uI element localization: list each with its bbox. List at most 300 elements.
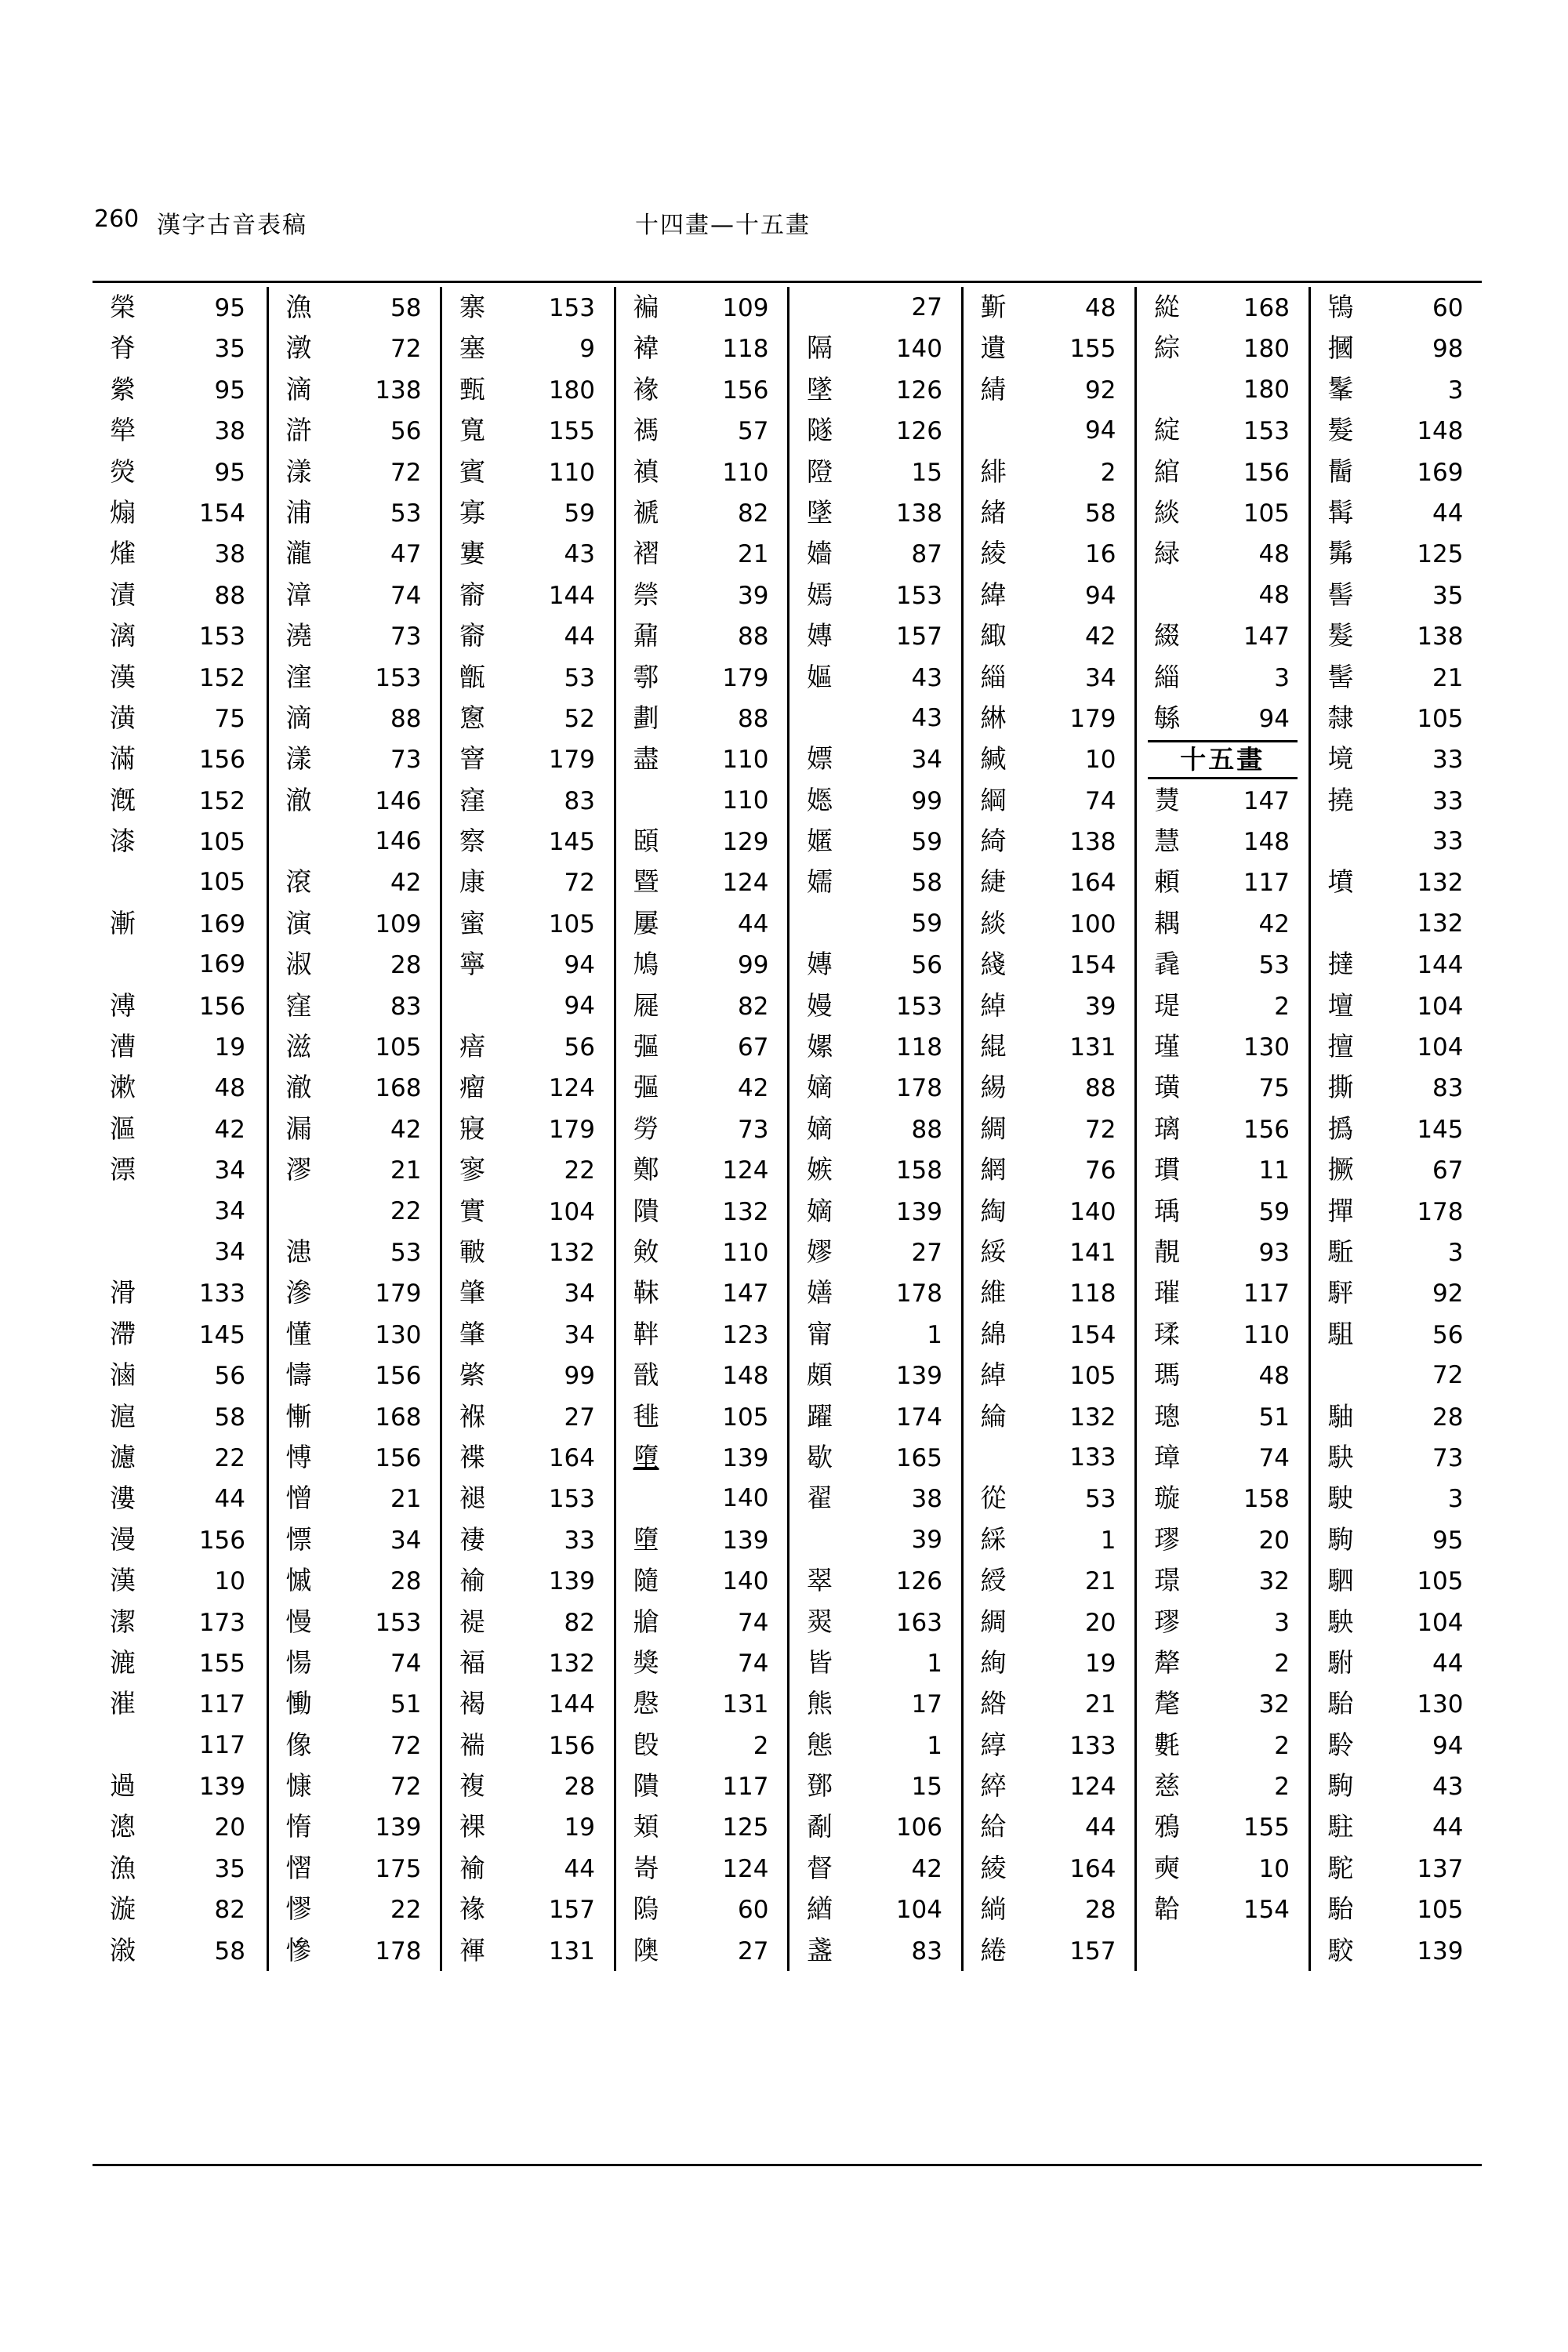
table-row [269, 287, 441, 328]
page-reference-cell: 47 [390, 540, 422, 569]
table-row [269, 1067, 441, 1108]
page-reference-cell: 48 [214, 1074, 245, 1103]
character-cell: 韐 [1154, 1893, 1180, 1925]
page-reference-cell: 72 [390, 458, 422, 487]
character-cell: 寢 [459, 1112, 485, 1144]
page-reference-cell: 44 [1432, 1813, 1464, 1842]
page-reference-cell: 67 [1432, 1156, 1464, 1185]
table-row [964, 903, 1135, 944]
table-row [789, 410, 961, 451]
table-row [442, 1806, 614, 1847]
table-row [442, 1067, 614, 1108]
table-row [1137, 1396, 1308, 1437]
table-row [1137, 533, 1308, 574]
table-row [1137, 615, 1308, 656]
page-reference-cell: 179 [722, 663, 769, 692]
table-row [616, 1642, 788, 1683]
table-row [442, 410, 614, 451]
table-row [616, 1560, 788, 1601]
character-cell: 懤 [285, 1359, 312, 1391]
character-cell: 璁 [1154, 1400, 1180, 1432]
character-cell: 綻 [1154, 415, 1180, 446]
table-row [269, 1766, 441, 1806]
index-table [93, 287, 1482, 1971]
table-row [442, 1683, 614, 1724]
table-row [93, 1355, 267, 1396]
character-cell: 潔 [110, 1606, 136, 1637]
table-row [1311, 492, 1483, 533]
character-cell: 綏 [980, 1236, 1007, 1267]
page-reference-cell: 105 [1243, 499, 1290, 528]
table-row [616, 944, 788, 985]
character-cell: 慟 [285, 1688, 312, 1719]
table-row [1137, 328, 1308, 368]
table-row [93, 328, 267, 368]
character-cell: 綜 [1154, 332, 1180, 364]
character-cell: 躍 [807, 1400, 833, 1432]
table-row [789, 657, 961, 698]
page-reference-cell: 153 [375, 663, 422, 692]
character-cell: 瑪 [1154, 1359, 1180, 1391]
page-reference-cell: 132 [1417, 909, 1464, 938]
table-row [93, 1272, 267, 1313]
character-cell: 滲 [285, 1277, 312, 1308]
character-cell: 撝 [1327, 1112, 1354, 1144]
table-row [93, 1109, 267, 1149]
table-row [442, 1642, 614, 1683]
page-reference-cell: 133 [198, 1279, 245, 1308]
table-row [789, 985, 961, 1026]
page-reference-cell: 67 [738, 1033, 769, 1062]
page-reference-cell: 140 [722, 1484, 769, 1513]
page-reference-cell: 147 [722, 1279, 769, 1308]
character-cell: 肇 [459, 1318, 485, 1349]
page-reference-cell: 72 [390, 335, 422, 364]
table-row [789, 1725, 961, 1766]
character-cell: 瑾 [1154, 1031, 1180, 1062]
table-row [1137, 1109, 1308, 1149]
table-row [1311, 1149, 1483, 1190]
page-reference-cell: 48 [1085, 294, 1116, 322]
table-row [616, 1848, 788, 1889]
character-cell: 緑 [1154, 538, 1180, 569]
character-cell: 頗 [807, 1359, 833, 1391]
character-cell: 墮 [633, 1523, 659, 1555]
table-row [93, 821, 267, 862]
page-reference-cell: 39 [1085, 992, 1116, 1021]
page-reference-cell: 38 [214, 540, 245, 569]
table-row [442, 1848, 614, 1889]
table-row [789, 575, 961, 615]
character-cell: 髴 [1327, 538, 1354, 569]
page-reference-cell: 173 [198, 1608, 245, 1637]
table-row [269, 1683, 441, 1724]
character-cell: 漫 [110, 1523, 136, 1555]
page-reference-cell: 129 [722, 828, 769, 857]
table-row [616, 1725, 788, 1766]
character-cell: 憀 [285, 1893, 312, 1925]
table-row [269, 1519, 441, 1560]
table-row [442, 1272, 614, 1313]
page-reference-cell: 100 [1069, 909, 1116, 938]
character-cell: 璟 [1154, 1565, 1180, 1596]
table-row [93, 1642, 267, 1683]
table-row [1137, 1067, 1308, 1108]
character-cell: 漥 [285, 661, 312, 692]
character-cell: 漕 [110, 1031, 136, 1062]
page-reference-cell: 133 [1069, 1443, 1116, 1472]
table-row [1137, 1602, 1308, 1642]
character-cell: 實 [459, 1195, 485, 1226]
table-row [1311, 1272, 1483, 1313]
table-row [93, 1067, 267, 1108]
character-cell: 漓 [110, 620, 136, 652]
table-row [442, 1725, 614, 1766]
page-reference-cell: 157 [1069, 1936, 1116, 1965]
character-cell: 潡 [285, 332, 312, 364]
table-row [789, 1026, 961, 1067]
page-reference-cell: 110 [548, 458, 595, 487]
character-cell: 褐 [459, 1688, 485, 1719]
page-reference-cell: 57 [738, 417, 769, 446]
page-reference-cell: 124 [722, 869, 769, 898]
table-row [964, 1149, 1135, 1190]
table-row [964, 1396, 1135, 1437]
table-row [93, 1519, 267, 1560]
page-reference-cell: 110 [722, 458, 769, 487]
page-reference-cell: 123 [722, 1320, 769, 1349]
character-cell: 盞 [807, 1934, 833, 1965]
page-reference-cell: 105 [722, 1403, 769, 1432]
character-cell: 漸 [110, 907, 136, 938]
page-reference-cell: 73 [390, 746, 422, 775]
character-cell: 劃 [633, 702, 659, 733]
character-cell: 撓 [1327, 784, 1354, 815]
page-reference-cell: 72 [564, 869, 595, 898]
table-row [93, 615, 267, 656]
character-cell: 頼 [1154, 866, 1180, 898]
table-row [964, 533, 1135, 574]
table-row [269, 780, 441, 821]
character-cell: 窨 [459, 743, 485, 775]
page-reference-cell: 154 [198, 499, 245, 528]
character-cell: 駃 [1327, 1441, 1354, 1472]
character-cell: 熒 [110, 456, 136, 487]
table-row [1311, 287, 1483, 328]
table-row [93, 369, 267, 410]
character-cell: 駛 [1327, 1483, 1354, 1514]
character-cell: 嫡 [807, 1072, 833, 1103]
table-row [1311, 1560, 1483, 1601]
page-reference-cell: 3 [1447, 376, 1464, 405]
character-cell: 漗 [110, 1811, 136, 1842]
character-cell: 駐 [1327, 1811, 1354, 1842]
page-reference-cell: 148 [722, 1362, 769, 1391]
page-reference-cell: 178 [1417, 1197, 1464, 1226]
page-reference-cell: 88 [911, 1115, 942, 1144]
character-cell: 緯 [980, 579, 1007, 610]
table-row [964, 985, 1135, 1026]
table-row [442, 1314, 614, 1355]
page-reference-cell: 154 [1069, 1320, 1116, 1349]
page-reference-cell: 124 [1069, 1773, 1116, 1802]
character-cell: 瑈 [1154, 1318, 1180, 1349]
page-reference-cell: 105 [1417, 704, 1464, 733]
page-reference-cell: 156 [375, 1362, 422, 1391]
page-reference-cell: 104 [548, 1197, 595, 1226]
page-reference-cell: 53 [1258, 951, 1290, 980]
table-row [93, 1602, 267, 1642]
character-cell: 寧 [459, 949, 485, 980]
table-row [616, 1067, 788, 1108]
character-cell: 㪘 [633, 1236, 659, 1267]
character-cell: 璆 [1154, 1606, 1180, 1637]
character-cell: 寬 [459, 415, 485, 446]
page-reference-cell: 105 [198, 868, 245, 897]
table-row [269, 944, 441, 985]
table-row [789, 1272, 961, 1313]
character-cell: 過 [110, 1770, 136, 1802]
table-row [789, 698, 961, 739]
table-row [1137, 1766, 1308, 1806]
table-row [93, 452, 267, 492]
table-row [269, 657, 441, 698]
subheading-rule-top [1148, 740, 1298, 742]
character-cell: 脊 [110, 332, 136, 364]
page-reference-cell: 19 [214, 1033, 245, 1062]
character-cell: 漾 [285, 743, 312, 775]
character-cell: 獎 [633, 1646, 659, 1678]
table-row [1311, 1889, 1483, 1929]
page-reference-cell: 21 [738, 540, 769, 569]
page-reference-cell: 174 [895, 1403, 942, 1432]
table-row [616, 452, 788, 492]
page-reference-cell: 1 [1100, 1526, 1116, 1555]
character-cell: 絢 [980, 1646, 1007, 1678]
table-row [964, 1766, 1135, 1806]
character-cell: 瑅 [1154, 989, 1180, 1021]
table-row [93, 1232, 267, 1272]
character-cell: 綰 [1154, 456, 1180, 487]
character-cell: 駒 [1327, 1523, 1354, 1555]
table-row [93, 1848, 267, 1889]
page-reference-cell: 56 [564, 1033, 595, 1062]
table-row [1311, 780, 1483, 821]
character-cell: 滬 [110, 1400, 136, 1432]
character-cell: 綧 [980, 1729, 1007, 1760]
table-row [442, 1232, 614, 1272]
table-row [789, 1766, 961, 1806]
character-cell: 滿 [110, 743, 136, 775]
page-reference-cell: 59 [911, 828, 942, 857]
table-row [1137, 287, 1308, 328]
character-cell: 漩 [110, 1893, 136, 1925]
table-row [1137, 1889, 1308, 1929]
table-row [1137, 1725, 1308, 1766]
table-row [1311, 1478, 1483, 1519]
table-row [964, 1519, 1135, 1560]
character-cell: 慚 [285, 1400, 312, 1432]
page-reference-cell: 88 [214, 581, 245, 610]
table-row [964, 1067, 1135, 1108]
table-row [269, 492, 441, 533]
character-cell: 窻 [459, 702, 485, 733]
table-row [269, 1602, 441, 1642]
table-row [269, 369, 441, 410]
table-row [616, 1683, 788, 1724]
page-reference-cell: 74 [738, 1608, 769, 1637]
page-reference-cell: 58 [390, 294, 422, 322]
character-cell: 牄 [633, 1606, 659, 1637]
character-cell: 綬 [980, 1565, 1007, 1596]
page-reference-cell: 39 [911, 1525, 942, 1554]
page-reference-cell: 156 [722, 376, 769, 405]
character-cell: 璀 [1154, 1277, 1180, 1308]
character-cell: 緇 [980, 661, 1007, 692]
character-cell: 慓 [285, 1523, 312, 1555]
page-reference-cell: 88 [738, 704, 769, 733]
page-reference-cell: 126 [895, 417, 942, 446]
column-5 [787, 287, 961, 1971]
table-row [789, 780, 961, 821]
page-reference-cell: 15 [911, 458, 942, 487]
table-row [442, 944, 614, 985]
page-reference-cell: 15 [911, 1773, 942, 1802]
page-reference-cell: 44 [564, 622, 595, 652]
table-row [616, 1930, 788, 1971]
page-reference-cell: 11 [1258, 1156, 1290, 1185]
page-reference-cell: 130 [1243, 1033, 1290, 1062]
table-row [269, 698, 441, 739]
character-cell: 翠 [807, 1565, 833, 1596]
character-cell: 漁 [110, 1852, 136, 1883]
character-cell: 澈 [285, 1072, 312, 1103]
page-reference-cell: 144 [548, 1690, 595, 1719]
character-cell: 髮 [1327, 620, 1354, 652]
character-cell: 歇 [807, 1441, 833, 1472]
page-reference-cell: 33 [1432, 827, 1464, 856]
page-reference-cell: 94 [1085, 416, 1116, 445]
character-cell: 滴 [285, 702, 312, 733]
table-row [93, 739, 267, 779]
page-reference-cell: 34 [911, 746, 942, 775]
character-cell: 縈 [110, 373, 136, 405]
character-cell: 禠 [633, 496, 659, 528]
table-row [964, 328, 1135, 368]
page-reference-cell: 22 [390, 1896, 422, 1925]
column-8 [1308, 287, 1483, 1971]
table-row [964, 1191, 1135, 1232]
table-row [616, 1806, 788, 1847]
character-cell: 㟢 [633, 1852, 659, 1883]
bottom-rule [93, 2164, 1482, 2166]
character-cell: 駮 [1327, 1934, 1354, 1965]
character-cell: 褍 [459, 1729, 485, 1760]
table-row [93, 1766, 267, 1806]
page-reference-cell: 2 [1274, 992, 1290, 1021]
page-reference-cell: 138 [375, 376, 422, 405]
table-row [1137, 903, 1308, 944]
table-row [1137, 1437, 1308, 1478]
table-row [1137, 821, 1308, 862]
page-reference-cell: 10 [214, 1567, 245, 1596]
character-cell: 澈 [285, 784, 312, 815]
page-reference-cell: 152 [198, 786, 245, 815]
table-row [442, 369, 614, 410]
character-cell: 耦 [1154, 907, 1180, 938]
page-reference-cell: 34 [390, 1526, 422, 1555]
table-row [269, 1478, 441, 1519]
table-row [616, 698, 788, 739]
page-reference-cell: 138 [1417, 622, 1464, 652]
table-row [789, 533, 961, 574]
page-reference-cell: 117 [722, 1773, 769, 1802]
page-reference-cell: 95 [214, 376, 245, 405]
page-reference-cell: 27 [911, 1238, 942, 1267]
character-cell: 漢 [110, 1565, 136, 1596]
character-cell: 皸 [459, 1236, 485, 1267]
table-row [1311, 452, 1483, 492]
table-row [964, 410, 1135, 451]
character-cell: 蜜 [459, 907, 485, 938]
table-row [616, 533, 788, 574]
table-row [442, 1355, 614, 1396]
character-cell: 綝 [980, 702, 1007, 733]
character-cell: 緧 [807, 1893, 833, 1925]
page-reference-cell: 88 [1085, 1074, 1116, 1103]
column-6 [961, 287, 1135, 1971]
table-row [964, 1683, 1135, 1724]
table-row [269, 1314, 441, 1355]
character-cell: 慷 [285, 1770, 312, 1802]
table-row [1311, 615, 1483, 656]
table-row [789, 1478, 961, 1519]
page-reference-cell: 74 [390, 581, 422, 610]
page-reference-cell: 158 [1243, 1485, 1290, 1514]
table-row [1311, 698, 1483, 739]
character-cell: 靺 [633, 1277, 659, 1308]
character-cell: 駍 [1327, 1277, 1354, 1308]
character-cell: 憎 [285, 1483, 312, 1514]
page-reference-cell: 19 [564, 1813, 595, 1842]
character-cell: 滾 [285, 866, 312, 898]
table-row [1137, 1642, 1308, 1683]
page-reference-cell: 126 [895, 1567, 942, 1596]
table-row [1311, 1396, 1483, 1437]
character-cell: 康 [459, 866, 485, 898]
table-row [789, 1642, 961, 1683]
table-row [442, 985, 614, 1026]
character-cell: 滑 [110, 1277, 136, 1308]
page-reference-cell: 28 [1432, 1403, 1464, 1432]
page-reference-cell: 168 [375, 1074, 422, 1103]
table-row [93, 1026, 267, 1067]
page-reference-cell: 2 [1274, 1731, 1290, 1760]
page-reference-cell: 139 [1417, 1936, 1464, 1965]
character-cell: 甯 [807, 1318, 833, 1349]
table-row [1311, 1848, 1483, 1889]
page-reference-cell: 180 [1243, 335, 1290, 364]
page-reference-cell: 153 [548, 294, 595, 322]
table-row [789, 328, 961, 368]
page-reference-cell: 132 [1069, 1403, 1116, 1432]
character-cell: 緄 [980, 1031, 1007, 1062]
character-cell: 慴 [285, 1852, 312, 1883]
table-row [1311, 1930, 1483, 1971]
table-row [93, 1930, 267, 1971]
character-cell: 戩 [633, 1359, 659, 1391]
page-reference-cell: 156 [1243, 1115, 1290, 1144]
